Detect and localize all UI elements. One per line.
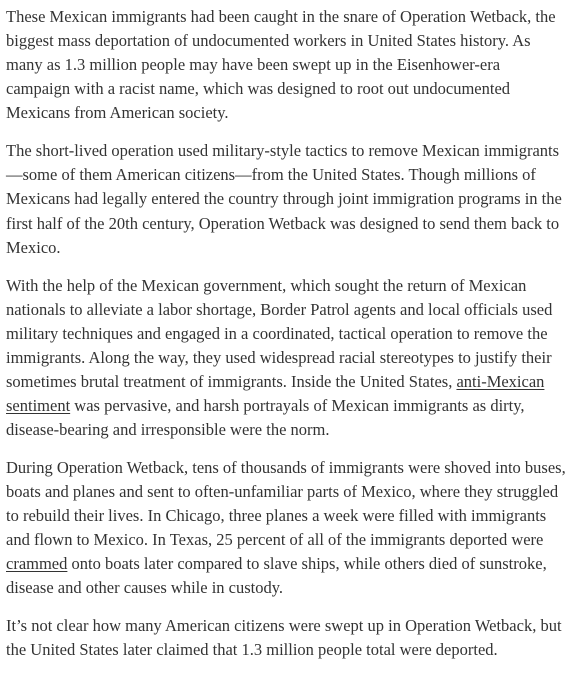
article-body xyxy=(6,5,566,676)
paragraph-3-text-start: With the help of the Mexican government, which sought the return of Mexican nationals to alleviate a labor shortage, Border Patrol agents and local officials used military techniques and engaged in a coordinated, tactical operation to remove the immigrants. Along the way, they used widespread racial stereotypes to justify their sometimes brutal treatment of immigrants. Inside the United States, xyxy=(6,275,553,391)
paragraph-2: The short-lived operation used military-style tactics to remove Mexican immigrants—some of them American citizens—from the United States. Though millions of Mexicans had legally entered the country through joint immigration programs in the first half of the 20th century, Operation Wetback was designed to send them back to Mexico. xyxy=(6,141,562,257)
paragraph-4-text-end: onto boats later compared to slave ships, while others died of sunstroke, disease and other causes while in custody. xyxy=(6,554,547,598)
paragraph-1: These Mexican immigrants had been caught in the snare of Operation Wetback, the biggest mass deportation of undocumented workers in United States history. As many as 1.3 million people may have been swept up in the Eisenhower-era campaign with a racist name, which was designed to root out undocumented Mexicans from American society. xyxy=(6,7,556,123)
paragraph-5: It’s not clear how many American citizens were swept up in Operation Wetback, but the United States later claimed that 1.3 million people total were deported. xyxy=(6,616,562,660)
crammed-link[interactable]: crammed xyxy=(6,554,68,574)
paragraph-4-text-start: During Operation Wetback, tens of thousands of immigrants were shoved into buses, boats and planes and sent to often-unfamiliar parts of Mexico, where they struggled to rebuild their lives. In Chicago, three planes a week were filled with immigrants and flown to Mexico. In Texas, 25 percent of all of the immigrants deported were xyxy=(6,457,566,550)
paragraph-3 xyxy=(6,274,566,443)
paragraph-3-text-end: was pervasive, and harsh portrayals of Mexican immigrants as dirty, disease-bearing and irresponsible were the norm. xyxy=(6,396,525,440)
paragraph-4 xyxy=(6,456,566,601)
anti-mexican-sentiment-link[interactable]: anti-Mexican sentiment xyxy=(6,371,545,415)
